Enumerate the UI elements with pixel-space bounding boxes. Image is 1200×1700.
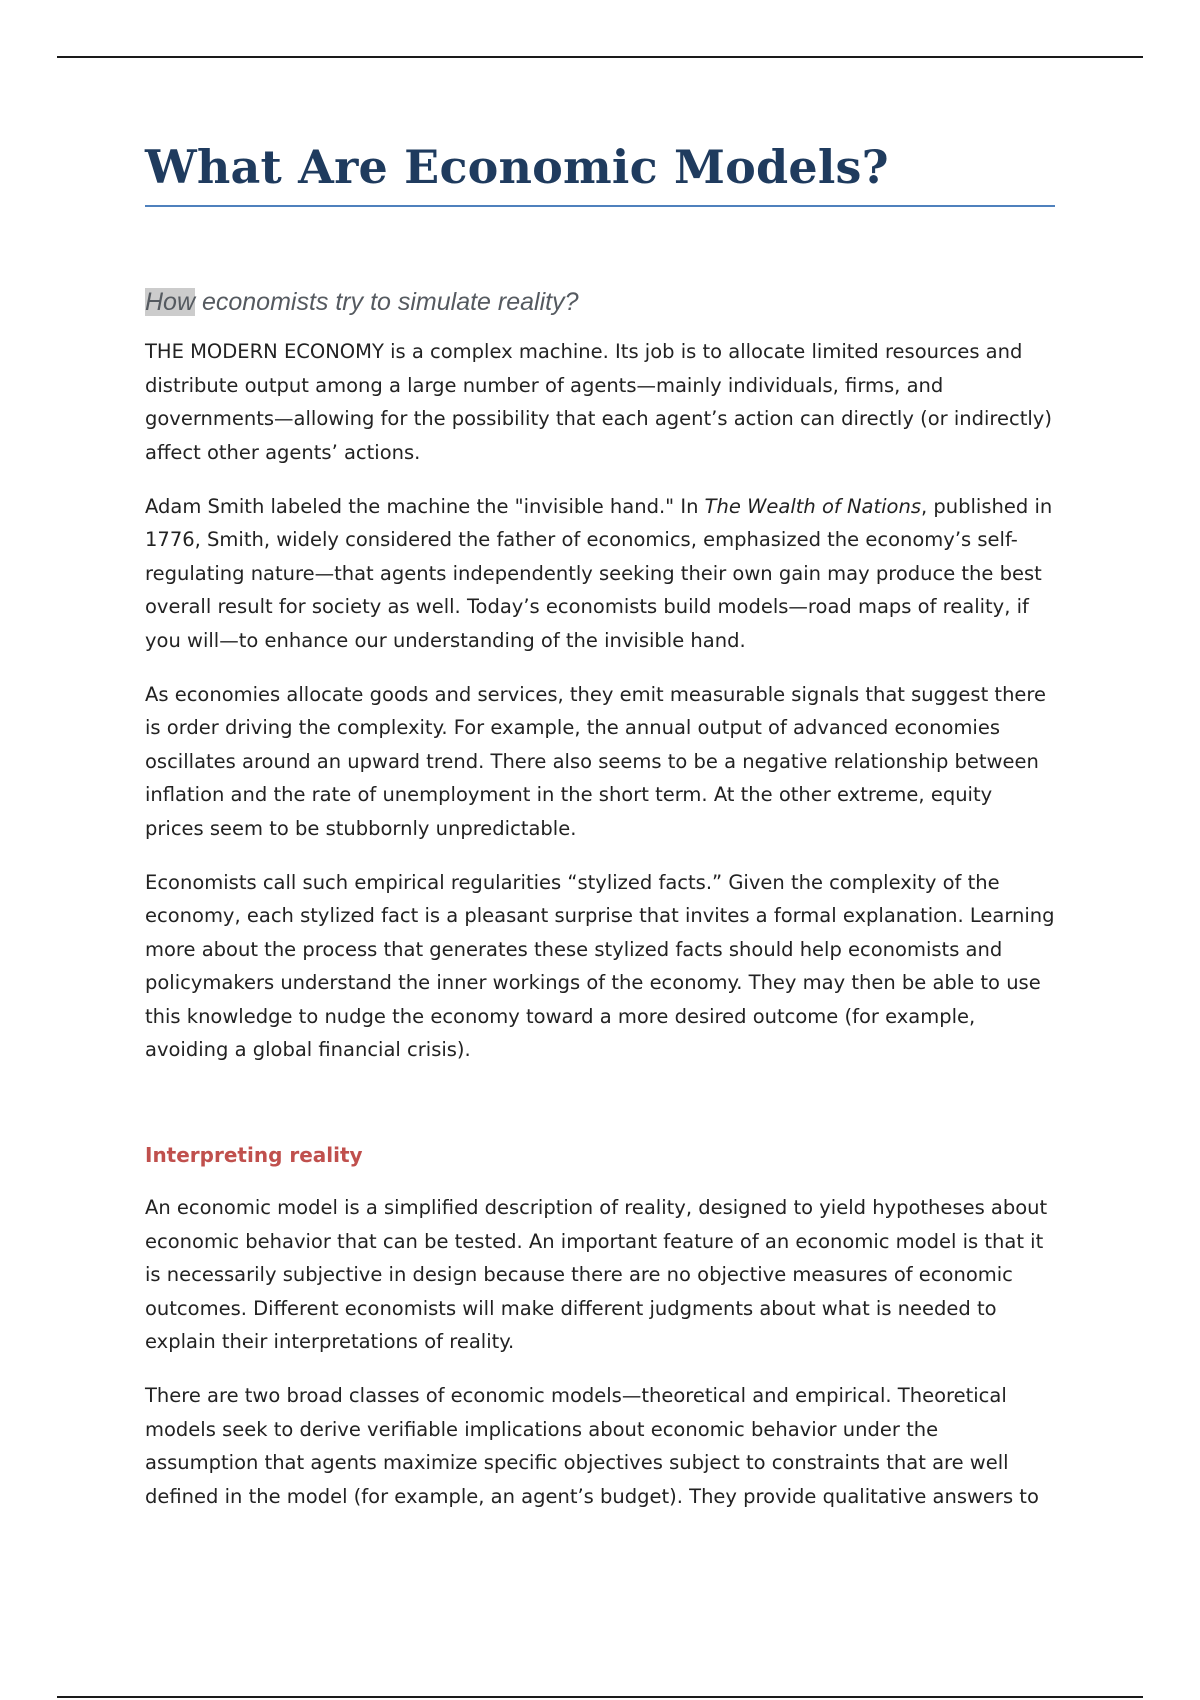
paragraph-1: THE MODERN ECONOMY is a complex machine. Its job is to allocate limited resources and distribute output among a large number of agents—mainly individuals, firms, and governments—allowing for the possibility that each agent’s action can directly (or indirectly) affect other agents’ actions. [145,340,1052,464]
header-rule [57,56,1143,58]
section-heading: Interpreting reality [145,1143,363,1168]
paragraph-6: There are two broad classes of economic models—theoretical and empirical. Theoretical models seek to derive verifiable implications about economic behavior under the assumption that agents maximize specific objectives subject to constraints that are well defined in the model (for example, an agent’s budget). They provide qualitative answers to [145,1384,1039,1508]
document-subtitle [145,287,1055,317]
title-underline [145,205,1055,207]
paragraph-3: As economies allocate goods and services, they emit measurable signals that suggest there is order driving the complexity. For example, the annual output of advanced economies oscillates around an upward trend. There also seems to be a negative relationship between inflation and the rate of unemployment in the short term. At the other extreme, equity prices seem to be stubbornly unpredictable. [145,682,1047,840]
subtitle-highlighted-word: How [145,288,196,317]
footer-rule [57,1696,1143,1698]
paragraph-2 [145,490,1055,658]
paragraph-4: Economists call such empirical regularities “stylized facts.” Given the complexity of the economy, each stylized fact is a pleasant surprise that invites a formal explanation. Learning more about the process that generates these stylized facts should help economists and policymakers understand the inner workings of the economy. They may then be able to use this knowledge to nudge the economy toward a more desired outcome (for example, avoiding a global financial crisis). [145,870,1055,1062]
paragraph-2-after: , published in 1776, Smith, widely considered the father of economics, emphasized the economy’s self-regulating nature—that agents independently seeking their own gain may produce the best overall result for society as well. Today’s economists build models—road maps of reality, if you will—to enhance our understanding of the invisible hand. [145,494,1053,652]
document-title: What Are Economic Models? [145,140,889,194]
paragraph-2-before: Adam Smith labeled the machine the "invisible hand." In [145,494,705,518]
document-body [145,140,1055,1513]
paragraph-5: An economic model is a simplified description of reality, designed to yield hypotheses about economic behavior that can be tested. An important feature of an economic model is that it is necessarily subjective in design because there are no objective measures of economic outcomes. Different economists will make different judgments about what is needed to explain their interpretations of reality. [145,1196,1048,1354]
subtitle-text: economists try to simulate reality? [195,288,579,317]
book-title: The Wealth of Nations [704,494,921,518]
